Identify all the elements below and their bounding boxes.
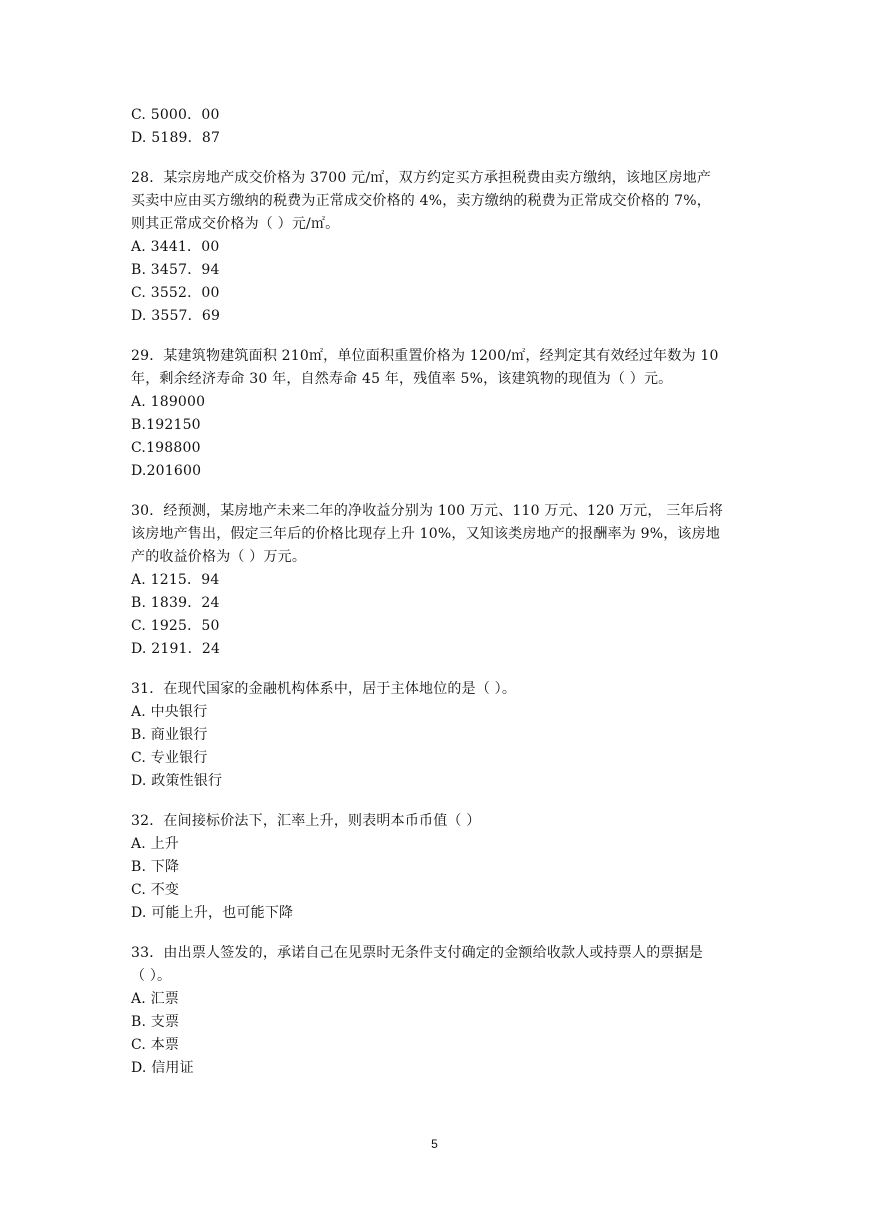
option-c: C. 5000．00 [131,107,220,123]
option-d: D. 2191．24 [131,641,221,657]
option-a: A. 汇票 [131,991,180,1007]
option-d: D. 3557．69 [131,308,221,324]
question-text: 年，剩余经济寿命 30 年，自然寿命 45 年，残值率 5%，该建筑物的现值为（ ）元。 [131,371,673,387]
option-b: B. 3457．94 [131,262,220,278]
question-text: 32．在间接标价法下，汇率上升，则表明本币币值（ ） [131,813,481,829]
question-29 [131,345,741,483]
question-text: 该房地产售出，假定三年后的价格比现存上升 10%，又知该类房地产的报酬率为 9%，该房地 [131,526,721,542]
document-page [131,104,741,1080]
option-b: B. 1839．24 [131,595,220,611]
option-b: B. 商业银行 [131,727,208,743]
option-c: C. 3552．00 [131,285,220,301]
question-33 [131,942,741,1080]
option-b: B. 下降 [131,859,180,875]
question-text: （ ）。 [131,968,172,984]
option-b: B. 支票 [131,1014,180,1030]
page-number: 5 [431,1137,438,1151]
question-text: 买卖中应由买方缴纳的税费为正常成交价格的 4%，卖方缴纳的税费为正常成交价格的 7%， [131,193,711,209]
option-c: C.198800 [131,440,201,456]
option-a: A. 上升 [131,836,180,852]
question-text: 28．某宗房地产成交价格为 3700 元/㎡，双方约定买方承担税费由卖方缴纳，该地区房地产 [131,170,712,186]
option-a: A. 1215．94 [131,572,220,588]
question-text: 则其正常成交价格为（ ）元/㎡。 [131,216,340,232]
option-a: A. 189000 [131,394,206,410]
option-d: D.201600 [131,463,202,479]
option-c: C. 不变 [131,882,180,898]
previous-question-options [131,104,741,150]
question-31 [131,678,741,793]
question-30 [131,500,741,661]
option-b: B.192150 [131,417,201,433]
option-c: C. 1925．50 [131,618,220,634]
question-text: 33．由出票人签发的，承诺自己在见票时无条件支付确定的金额给收款人或持票人的票据是 [131,945,704,961]
option-d: D. 可能上升，也可能下降 [131,905,294,921]
option-d: D. 政策性银行 [131,773,223,789]
option-a: A. 中央银行 [131,704,208,720]
question-text: 30．经预测，某房地产未来二年的净收益分别为 100 万元、110 万元、120 万元， 三年后将 [131,503,724,519]
option-d: D. 信用证 [131,1060,194,1076]
question-32 [131,810,741,925]
option-c: C. 本票 [131,1037,180,1053]
question-text: 产的收益价格为（ ）万元。 [131,549,307,565]
question-text: 31．在现代国家的金融机构体系中，居于主体地位的是（ ）。 [131,681,517,697]
option-c: C. 专业银行 [131,750,208,766]
question-text: 29．某建筑物建筑面积 210㎡，单位面积重置价格为 1200/㎡，经判定其有效经过年数为 10 [131,348,719,364]
option-d: D. 5189．87 [131,130,221,146]
question-28 [131,167,741,328]
option-a: A. 3441．00 [131,239,220,255]
